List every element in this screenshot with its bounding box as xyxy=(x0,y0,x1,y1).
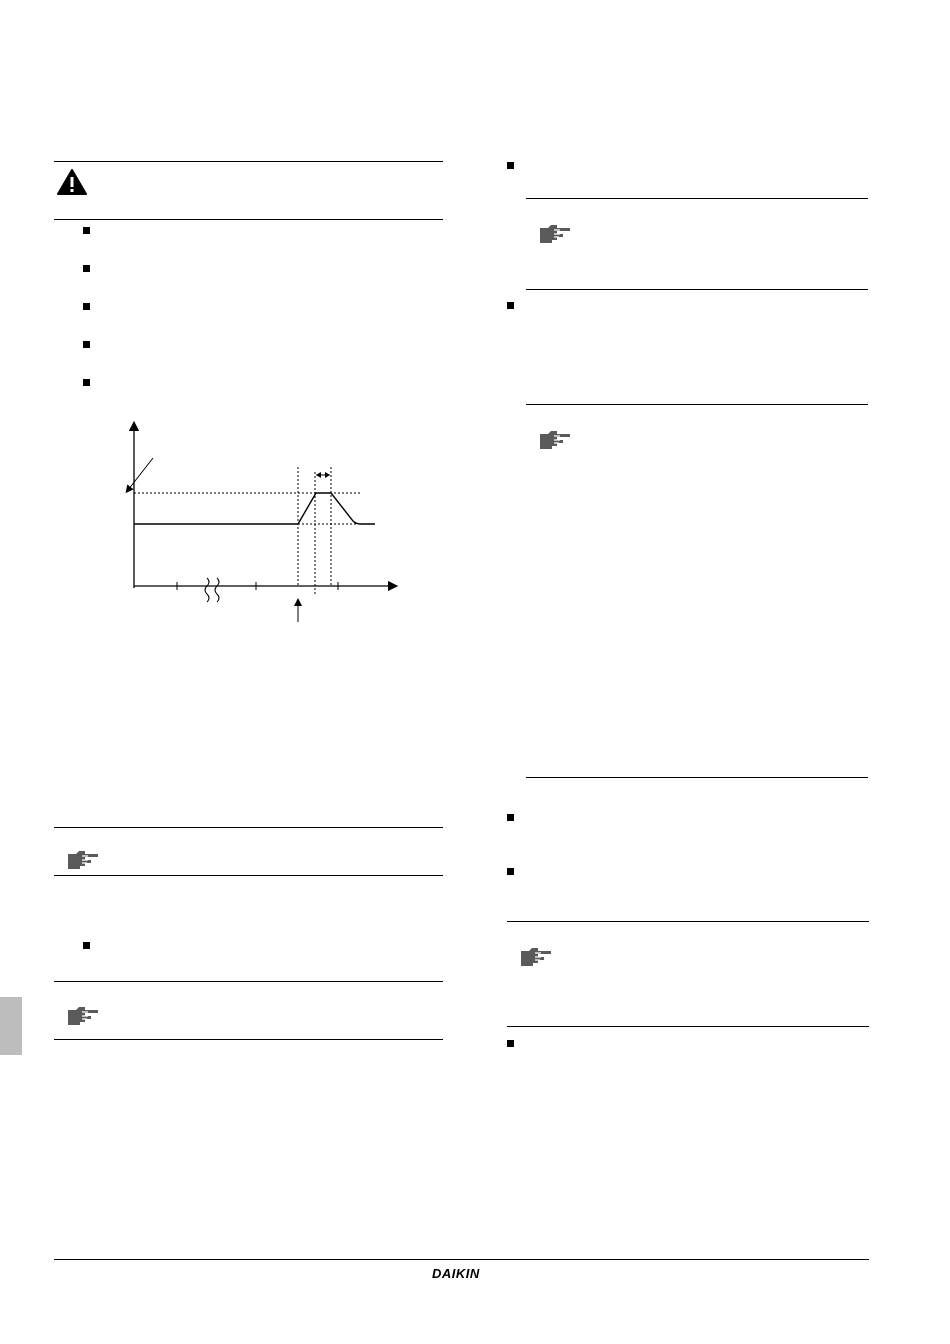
square-bullet-icon xyxy=(507,1040,514,1047)
note-top-rule xyxy=(54,827,443,828)
square-bullet-icon xyxy=(507,302,514,309)
square-bullet-icon xyxy=(83,942,90,949)
note-bottom-rule xyxy=(526,777,868,778)
pointing-hand-note-icon xyxy=(66,848,100,870)
square-bullet-icon xyxy=(83,379,90,386)
signal-curve xyxy=(134,493,375,524)
chapter-side-tab xyxy=(0,997,22,1055)
square-bullet-icon xyxy=(507,162,514,169)
square-bullet-icon xyxy=(83,341,90,348)
note-top-rule xyxy=(507,921,869,922)
warning-triangle-icon xyxy=(56,168,88,196)
pointing-hand-note-icon xyxy=(66,1004,100,1026)
note-top-rule xyxy=(526,198,868,199)
note-top-rule xyxy=(526,404,868,405)
note-bottom-rule xyxy=(526,289,868,290)
note-bottom-rule xyxy=(54,1039,443,1040)
note-bottom-rule xyxy=(54,875,443,876)
note-bottom-rule xyxy=(507,1026,869,1027)
pointing-hand-note-icon xyxy=(519,945,553,967)
square-bullet-icon xyxy=(507,868,514,875)
label-pointer-arrow xyxy=(128,458,153,490)
pointing-hand-note-icon xyxy=(538,222,572,244)
timing-diagram xyxy=(115,420,400,625)
warning-bottom-rule xyxy=(54,219,443,220)
pointing-hand-note-icon xyxy=(538,428,572,450)
square-bullet-icon xyxy=(83,303,90,310)
daikin-logo: DAIKIN xyxy=(432,1266,480,1281)
warning-top-rule xyxy=(54,161,443,162)
square-bullet-icon xyxy=(83,227,90,234)
square-bullet-icon xyxy=(83,265,90,272)
square-bullet-icon xyxy=(507,814,514,821)
footer-rule xyxy=(54,1259,869,1260)
note-top-rule xyxy=(54,981,443,982)
